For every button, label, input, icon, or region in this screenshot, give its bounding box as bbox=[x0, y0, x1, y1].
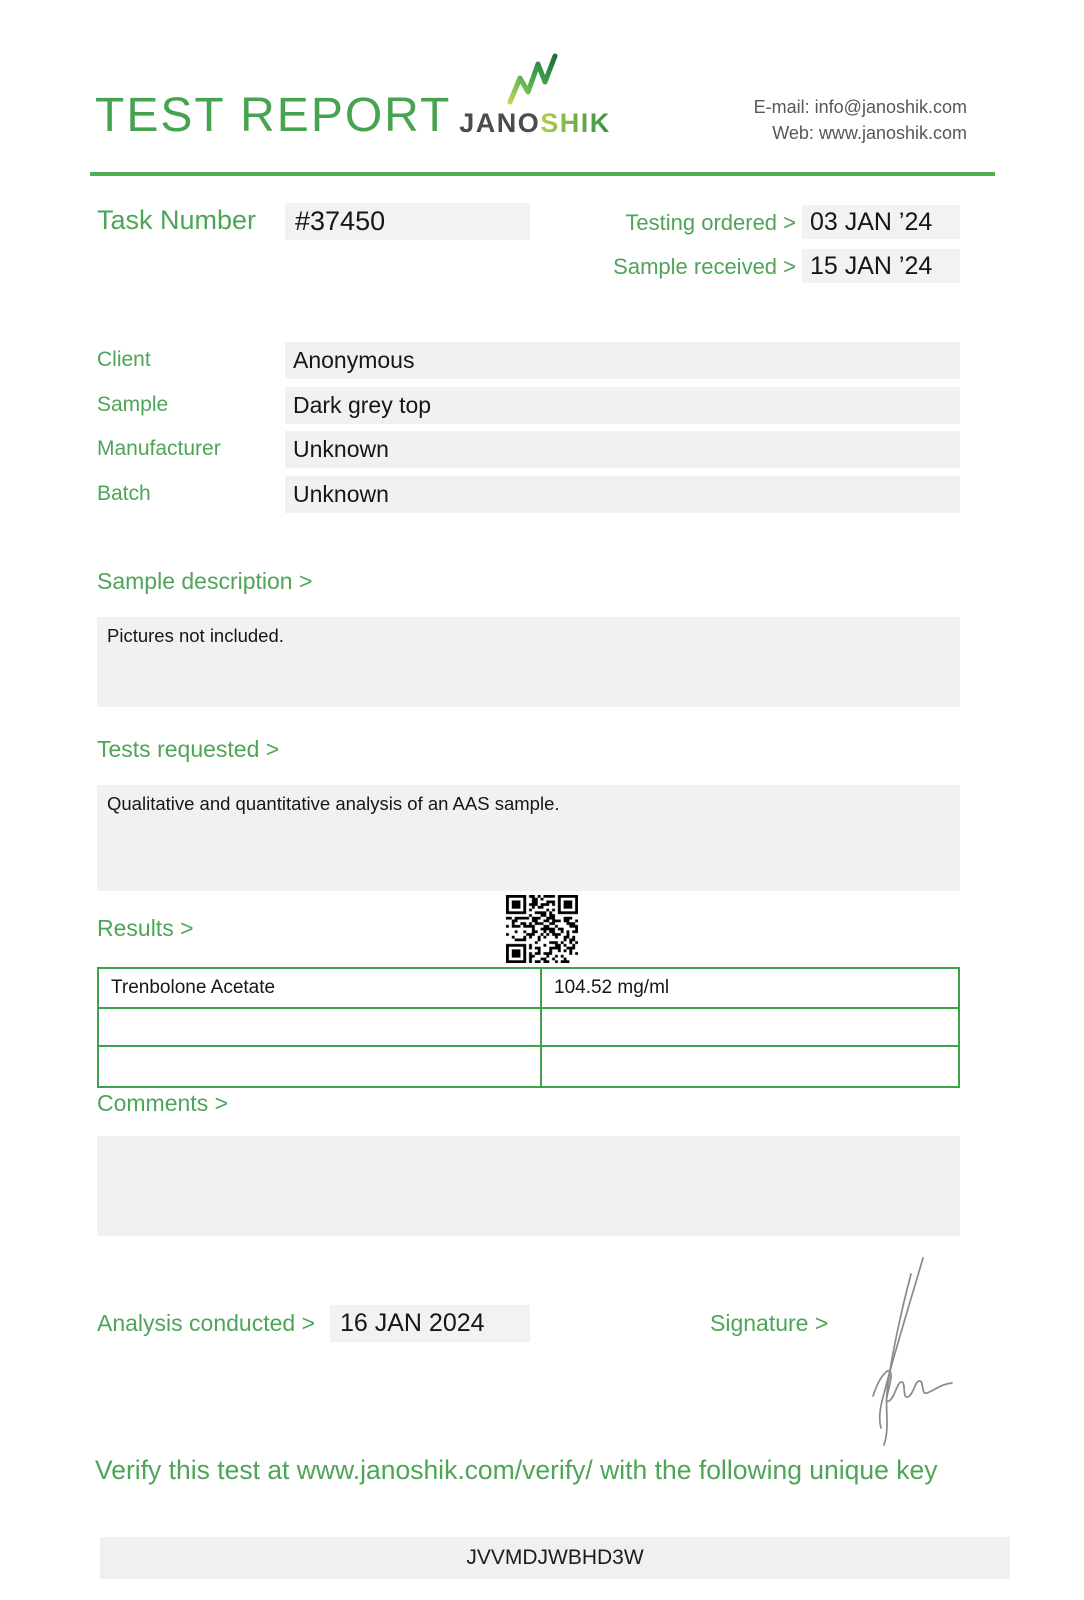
analysis-conducted-label: Analysis conducted > bbox=[97, 1310, 315, 1336]
comments-heading: Comments > bbox=[97, 1090, 229, 1116]
header-divider bbox=[90, 172, 995, 176]
results-heading: Results > bbox=[97, 915, 194, 941]
analysis-date-field bbox=[330, 1305, 530, 1342]
analysis-date-value: 16 JAN 2024 bbox=[340, 1309, 485, 1337]
janoshik-logo bbox=[450, 50, 620, 139]
manufacturer-label: Manufacturer bbox=[97, 437, 221, 460]
batch-value: Unknown bbox=[293, 481, 389, 507]
sample-field bbox=[285, 387, 960, 424]
testing-ordered-label: Testing ordered > bbox=[625, 210, 796, 235]
verify-instruction: Verify this test at www.janoshik.com/verify/ with the following unique key bbox=[95, 1455, 938, 1485]
sample-value: Dark grey top bbox=[293, 392, 432, 418]
result-substance-cell: Trenbolone Acetate bbox=[99, 969, 542, 1009]
testing-ordered-field bbox=[802, 205, 960, 239]
tests-requested-box bbox=[97, 785, 960, 891]
tests-requested-heading: Tests requested > bbox=[97, 736, 280, 762]
client-field bbox=[285, 342, 960, 379]
contact-web: Web: www.janoshik.com bbox=[772, 123, 967, 143]
results-table bbox=[97, 967, 960, 1088]
sample-label: Sample bbox=[97, 393, 169, 416]
signature-label: Signature > bbox=[710, 1310, 829, 1336]
qr-code-icon bbox=[506, 895, 578, 963]
logo-word-green: SHIK bbox=[540, 108, 611, 138]
unique-key-value: JVVMDJWBHD3W bbox=[466, 1546, 644, 1569]
result-substance-cell bbox=[99, 1009, 542, 1047]
comments-box bbox=[97, 1136, 960, 1236]
result-value-cell: 104.52 mg/ml bbox=[542, 969, 958, 1009]
sample-received-label: Sample received > bbox=[613, 254, 796, 279]
contact-block bbox=[754, 94, 967, 146]
result-value-cell bbox=[542, 1047, 958, 1086]
manufacturer-value: Unknown bbox=[293, 436, 389, 462]
client-value: Anonymous bbox=[293, 347, 415, 373]
trend-chart-icon bbox=[503, 50, 567, 106]
comments-text bbox=[97, 1136, 960, 1152]
handwritten-signature-icon bbox=[845, 1252, 955, 1447]
result-substance-cell bbox=[99, 1047, 542, 1086]
tests-requested-text: Qualitative and quantitative analysis of an AAS sample. bbox=[107, 793, 560, 814]
page-title: TEST REPORT bbox=[95, 89, 452, 142]
sample-description-box bbox=[97, 617, 960, 707]
client-label: Client bbox=[97, 348, 151, 371]
sample-description-heading: Sample description > bbox=[97, 568, 313, 594]
batch-label: Batch bbox=[97, 482, 151, 505]
contact-email: E-mail: info@janoshik.com bbox=[753, 97, 967, 117]
task-number-value: #37450 bbox=[295, 206, 386, 236]
logo-wordmark bbox=[450, 108, 620, 139]
sample-received-value: 15 JAN ’24 bbox=[810, 252, 933, 280]
sample-description-text: Pictures not included. bbox=[107, 625, 284, 646]
manufacturer-field bbox=[285, 431, 960, 468]
task-number-label: Task Number bbox=[97, 205, 257, 235]
task-number-field bbox=[285, 203, 530, 240]
batch-field bbox=[285, 476, 960, 513]
unique-key-field bbox=[100, 1537, 1010, 1579]
testing-ordered-value: 03 JAN ’24 bbox=[810, 208, 933, 236]
result-value-cell bbox=[542, 1009, 958, 1047]
logo-word-dark: JANO bbox=[459, 108, 541, 138]
sample-received-field bbox=[802, 249, 960, 283]
